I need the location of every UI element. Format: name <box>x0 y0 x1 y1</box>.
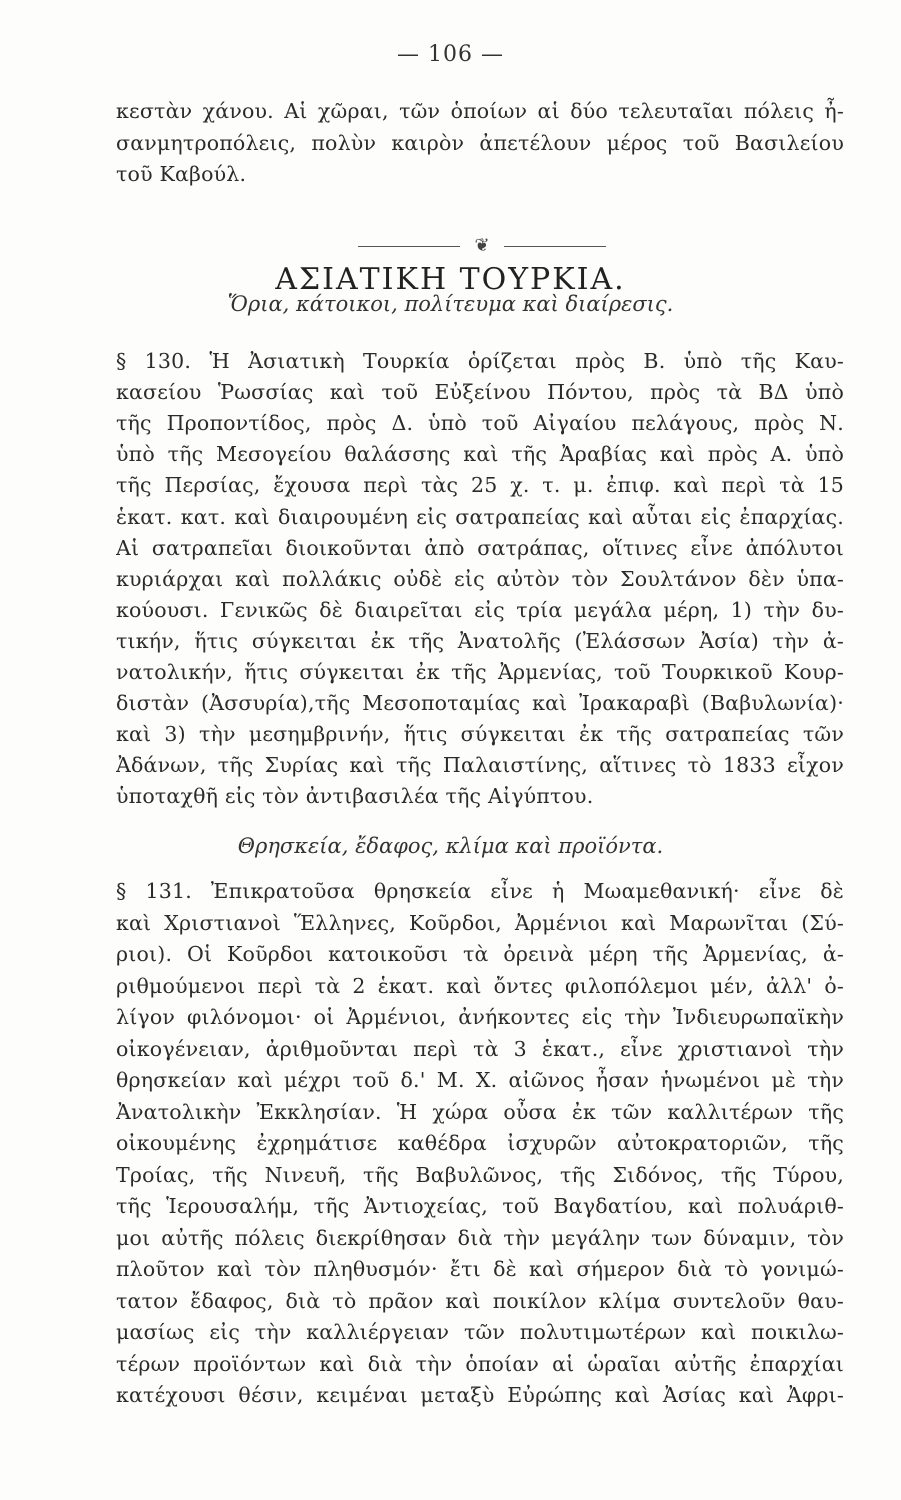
text-line: κασείου Ῥωσσίας καὶ τοῦ Εὐξείνου Πόντου, πρὸς τὰ ΒΔ ὑπὸ <box>116 380 844 405</box>
text-line: τατον ἔδαφος, διὰ τὸ πρᾶον καὶ ποικίλον κλίμα συντελοῦν θαυ- <box>116 1288 844 1313</box>
text-line: λίγον φιλόνομοι· οἱ Ἀρμένιοι, ἀνήκοντες εἰς τὴν Ἰνδιευρωπαϊκὴν <box>116 1005 844 1029</box>
page-number: — 106 — <box>397 42 504 67</box>
text-line: ὑπὸ τῆς Μεσογείου θαλάσσης καὶ τῆς Ἀραβίας καὶ πρὸς Α. ὑπὸ <box>116 442 844 467</box>
text-line: ὑποταχθῆ εἰς τὸν ἀντιβασιλέα τῆς Αἰγύπτου. <box>116 784 594 809</box>
text-line: οἰκουμένης ἐχρημάτισε καθέδρα ἰσχυρῶν αὐτοκρατοριῶν, τῆς <box>116 1131 844 1155</box>
text-line: τῆς Περσίας, ἔχουσα περὶ τὰς 25 χ. τ. μ. ἐπιφ. καὶ περὶ τὰ 15 <box>116 473 844 498</box>
text-line: τῆς Ἱερουσαλήμ, τῆς Ἀντιοχείας, τοῦ Βαγδατίου, καὶ πολυάριθ- <box>116 1194 844 1218</box>
text-line: μοι αὐτῆς πόλεις διεκρίθησαν διὰ τὴν μεγάλην των δύναμιν, τὸν <box>116 1225 844 1250</box>
text-line: ριοι). Οἱ Κοῦρδοι κατοικοῦσι τὰ ὀρεινὰ μέρη τῆς Ἀρμενίας, ἀ- <box>116 942 844 966</box>
text-line: καὶ Χριστιανοὶ Ἕλληνες, Κοῦρδοι, Ἀρμένιοι καὶ Μαρωνῖται (Σύ- <box>116 910 844 935</box>
text-line: κυριάρχαι καὶ πολλάκις οὐδὲ εἰς αὐτὸν τὸν Σουλτάνον δὲν ὑπα- <box>116 566 844 591</box>
text-line: κεστὰν χάνου. Αἱ χῶραι, τῶν ὁποίων αἱ δύο τελευταῖαι πόλεις ἦ- <box>116 99 844 123</box>
subheading-boundaries: Ὅρια, κάτοικοι, πολίτευμα καὶ διαίρεσις. <box>227 292 674 316</box>
text-line: καὶ 3) τὴν μεσημβρινήν, ἥτις σύγκειται ἐκ τῆς σατραπείας τῶν <box>116 722 844 747</box>
text-line: τοῦ Καβούλ. <box>116 162 247 186</box>
text-line: οἰκογένειαν, ἀριθμοῦνται περὶ τὰ 3 ἑκατ., εἶνε χριστιανοὶ τὴν <box>116 1036 844 1061</box>
subheading-religion: Θρησκεία, ἔδαφος, κλίμα καὶ προϊόντα. <box>237 834 664 858</box>
text-line: Ἀδάνων, τῆς Συρίας καὶ τῆς Παλαιστίνης, αἵτινες τὸ 1833 εἶχον <box>116 753 844 778</box>
text-line: ριθμούμενοι περὶ τὰ 2 ἑκατ. καὶ ὄντες φιλοπόλεμοι μέν, ἀλλ' ὀ- <box>116 973 844 998</box>
divider-ornament-icon: ❦ <box>460 233 504 259</box>
section-title: ΑΣΙΑΤΙΚΗ ΤΟΥΡΚΙΑ. <box>275 262 626 297</box>
text-line: νατολικήν, ἥτις σύγκειται ἐκ τῆς Ἀρμενίας, τοῦ Τουρκικοῦ Κουρ- <box>116 660 844 684</box>
text-line: Ἀνατολικὴν Ἐκκλησίαν. Ἡ χώρα οὖσα ἐκ τῶν καλλιτέρων τῆς <box>116 1099 844 1124</box>
text-line: διστὰν (Ἀσσυρία),τῆς Μεσοποταμίας καὶ Ἰρακαραβὶ (Βαβυλωνία)· <box>116 691 844 716</box>
text-line: § 130. Ἡ Ἀσιατικὴ Τουρκία ὁρίζεται πρὸς Β. ὑπὸ τῆς Καυ- <box>116 349 844 373</box>
text-line: τῆς Προποντίδος, πρὸς Δ. ὑπὸ τοῦ Αἰγαίου πελάγους, πρὸς Ν. <box>116 411 844 436</box>
text-line: σανμητροπόλεις, πολὺν καιρὸν ἀπετέλουν μέρος τοῦ Βασιλείου <box>116 130 844 155</box>
text-line: Τροίας, τῆς Νινευῆ, τῆς Βαβυλῶνος, τῆς Σιδόνος, τῆς Τύρου, <box>116 1162 844 1187</box>
text-line: πλοῦτον καὶ τὸν πληθυσμόν· ἔτι δὲ καὶ σήμερον διὰ τὸ γονιμώ- <box>116 1257 844 1281</box>
text-line: θρησκείαν καὶ μέχρι τοῦ δ.' Μ. Χ. αἰῶνος ἦσαν ἡνωμένοι μὲ τὴν <box>116 1068 844 1092</box>
text-line: ἑκατ. κατ. καὶ διαιρουμένη εἰς σατραπείας καὶ αὗται εἰς ἐπαρχίας. <box>116 504 844 529</box>
text-line: τέρων προϊόντων καὶ διὰ τὴν ὁποίαν αἱ ὡραῖαι αὐτῆς ἐπαρχίαι <box>116 1351 844 1376</box>
text-line: μασίως εἰς τὴν καλλιέργειαν τῶν πολυτιμωτέρων καὶ ποικιλω- <box>116 1320 844 1344</box>
text-line: κατέχουσι θέσιν, κειμέναι μεταξὺ Εὐρώπης καὶ Ἀσίας καὶ Ἀφρι- <box>116 1383 844 1407</box>
text-line: κούουσι. Γενικῶς δὲ διαιρεῖται εἰς τρία μεγάλα μέρη, 1) τὴν δυ- <box>116 597 844 622</box>
text-line: τικήν, ἥτις σύγκειται ἐκ τῆς Ἀνατολῆς (Ἐλάσσων Ἀσία) τὴν ἀ- <box>116 628 844 653</box>
text-line: § 131. Ἐπικρατοῦσα θρησκεία εἶνε ἡ Μωαμεθανική· εἶνε δὲ <box>116 879 844 903</box>
text-line: Αἱ σατραπεῖαι διοικοῦνται ἀπὸ σατράπας, οἵτινες εἶνε ἀπόλυτοι <box>116 535 844 560</box>
